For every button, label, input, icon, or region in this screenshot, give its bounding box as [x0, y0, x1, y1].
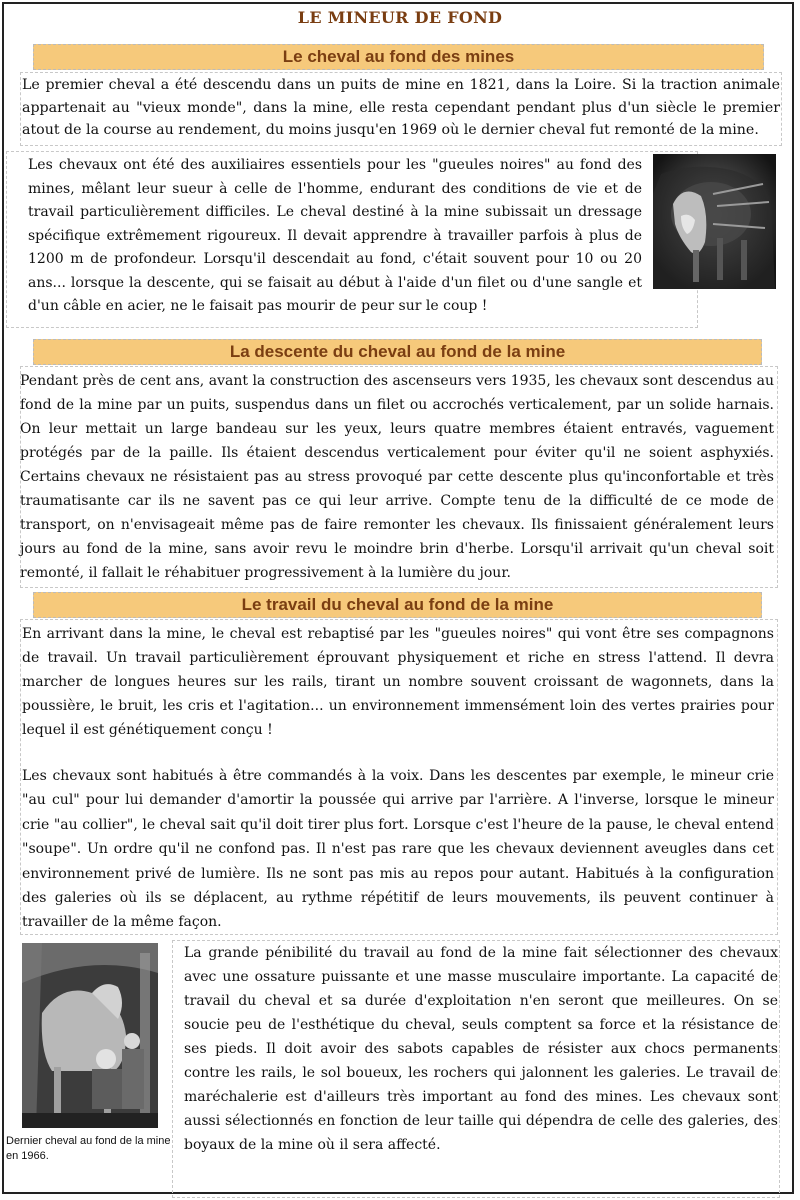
page-title: LE MINEUR DE FOND — [297, 8, 503, 27]
section-heading-descente: La descente du cheval au fond de la mine — [33, 339, 762, 365]
paragraph-intro: Le premier cheval a été descendu dans un puits de mine en 1821, dans la Loire. Si la traction animale appartenait au "vieux monde", dans la mine, elle resta cependant pendant plus d'un siècle le premier atout de la course au rendement, du moins jusqu'en 1969 où le dernier cheval fut remonté de la mine. — [22, 77, 780, 138]
section-heading-travail: Le travail du cheval au fond de la mine — [33, 592, 762, 618]
section-heading-cheval-au-fond: Le cheval au fond des mines — [33, 44, 764, 70]
horse-in-mine-photo — [653, 154, 776, 289]
photo-caption: Dernier cheval au fond de la mine en 1966. — [6, 1135, 171, 1162]
paragraph-commandes: Les chevaux sont habitués à être commandés à la voix. Dans les descentes par exemple, le mineur crie "au cul" pour lui demander d'amortir la poussée qui arrive par l'arrière. A l'inverse, lorsque le mineur crie "au collier", le cheval sait qu'il doit tirer plus fort. Lorsque c'est l'heure de la pause, le cheval entend "soupe". Un ordre qu'il ne confond pas. Il n'est pas rare que les chevaux deviennent aveugles dans cet environnement privé de lumière. Ils ne sont pas mis au repos pour autant. Habitués à la configuration des galeries où ils se déplacent, au rythme répétitif de leurs mouvements, ils peuvent continuer à travailler de la même façon. — [22, 768, 774, 931]
last-horse-photo — [22, 943, 158, 1128]
paragraph-auxiliaires: Les chevaux ont été des auxiliaires essentiels pour les "gueules noires" au fond des mines, mêlant leur sueur à celle de l'homme, endurant des conditions de vie et de travail particulièrement difficiles. Le cheval destiné à la mine subissait un dressage spécifique extrêmement rigoureux. Il devait apprendre à travailler parfois à plus de 1200 m de profondeur. Lorsqu'il descendait au fond, c'était souvent pour 10 ou 20 ans... lorsque la descente, qui se faisait au début à l'aide d'un filet ou d'une sangle et d'un câble en acier, ne le faisait pas mourir de peur sur le coup ! — [28, 157, 642, 314]
paragraph-descente: Pendant près de cent ans, avant la construction des ascenseurs vers 1935, les chevaux sont descendus au fond de la mine par un puits, suspendus dans un filet ou accrochés verticalement, par un solide harnais. On leur mettait un large bandeau sur les yeux, leurs quatre membres étaient entravés, vaguement protégés par de la paille. Ils étaient descendus verticalement pour éviter qu'il ne soient asphyxiés. Certains chevaux ne résistaient pas au stress provoqué par cette descente plus qu'inconfortable et très traumatisante car ils ne savent pas ce qui leur arrive. Compte tenu de la difficulté de ce mode de transport, on n'envisageait même pas de faire remonter les chevaux. Ils finissaient généralement leurs jours au fond de la mine, sans avoir revu le moindre brin d'herbe. Lorsqu'il arrivait qu'un cheval soit remonté, il fallait le réhabituer progressivement à la lumière du jour. — [20, 373, 774, 581]
paragraph-selection: La grande pénibilité du travail au fond de la mine fait sélectionner des chevaux avec une ossature puissante et une masse musculaire importante. La capacité de travail du cheval et sa durée d'exploitation n'en seront que meilleures. On se soucie peu de l'esthétique du cheval, seuls comptent sa force et la résistance de ses pieds. Il doit avoir des sabots capables de résister aux chocs permanents contre les rails, le sol boueux, les rochers qui jalonnent les galeries. Le travail de maréchalerie est d'ailleurs très important au fond des mines. Les chevaux sont aussi sélectionnés en fonction de leur taille qui dépendra de celle des galeries, des boyaux de la mine où il sera affecté. — [184, 945, 778, 1153]
paragraph-arrivee: En arrivant dans la mine, le cheval est rebaptisé par les "gueules noires" qui vont être ses compagnons de travail. Un travail particulièrement éprouvant physiquement et riche en stress l'attend. Il devra marcher de longues heures sur les rails, tirant un nombre souvent croissant de wagonnets, dans la poussière, le bruit, les cris et l'agitation... un environnement immensément loin des vertes prairies pour lequel il est génétiquement conçu ! — [22, 626, 774, 738]
